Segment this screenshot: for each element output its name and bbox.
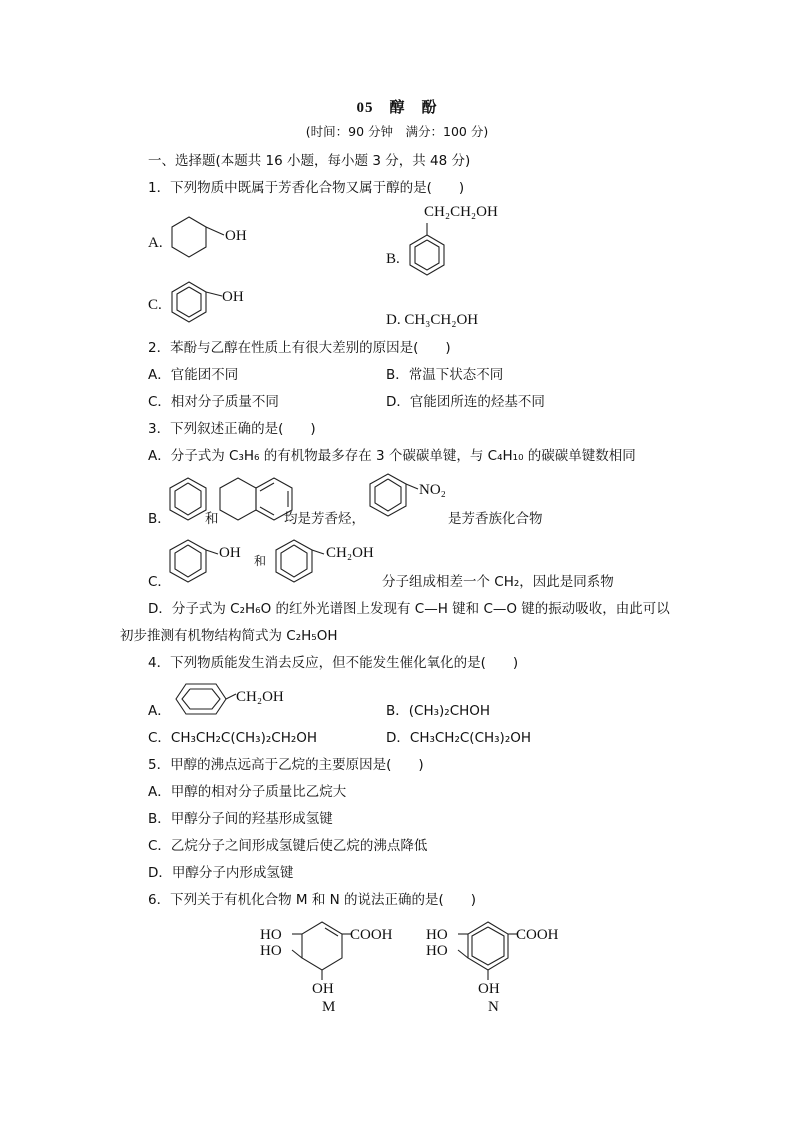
q1-option-d: D. CH₃CH₂OH <box>386 312 479 328</box>
q3-b-end: 是芳香族化合物 <box>448 511 543 527</box>
q6-n-ho2: HO <box>426 943 448 959</box>
q1-stem: 1．下列物质中既属于芳香化合物又属于醇的是( ) <box>148 180 465 196</box>
q1-b-group: CH₂CH₂OH <box>424 204 498 220</box>
q6-n-label: N <box>488 999 499 1015</box>
q3-c-end: 分子组成相差一个 CH₂，因此是同系物 <box>382 574 614 590</box>
q5-option-b: B．甲醇分子间的羟基形成氢键 <box>148 811 333 827</box>
q3-option-c-label: C． <box>148 574 171 590</box>
q1-a-group: OH <box>225 228 247 244</box>
q5-stem: 5．甲醇的沸点远高于乙烷的主要原因是( ) <box>148 757 424 773</box>
q4-option-c: C．CH₃CH₂C(CH₃)₂CH₂OH <box>148 730 318 746</box>
q2-option-c: C．相对分子质量不同 <box>148 394 279 410</box>
q3-option-d-line2: 初步推测有机物结构简式为 C₂H₅OH <box>120 628 338 644</box>
q2-option-d: D．官能团所连的烃基不同 <box>386 394 545 410</box>
page-subtitle: (时间：90 分钟 满分：100 分) <box>305 124 489 139</box>
q3-c-and: 和 <box>254 554 267 568</box>
q3-b-naphthalene-structure <box>220 476 292 526</box>
q6-n-oh: OH <box>478 981 500 997</box>
q4-stem: 4．下列物质能发生消去反应，但不能发生催化氧化的是( ) <box>148 655 519 671</box>
q2-option-b: B．常温下状态不同 <box>386 367 504 383</box>
q3-b-mid: 均是芳香烃， <box>284 511 365 527</box>
q6-m-ho1: HO <box>260 927 282 943</box>
q3-option-b-label: B． <box>148 511 171 527</box>
q6-m-oh: OH <box>312 981 334 997</box>
q3-c-group1: OH <box>219 545 241 561</box>
q1-c-group: OH <box>222 289 244 305</box>
q3-stem: 3．下列叙述正确的是( ) <box>148 421 316 437</box>
q4-a-group: CH₂OH <box>236 689 284 705</box>
q3-option-d-line1: D．分子式为 C₂H₆O 的红外光谱图上发现有 C—H 键和 C—O 键的振动吸收，由此可以 <box>148 601 670 617</box>
q3-b-nitro-group: NO₂ <box>419 482 446 498</box>
q5-option-a: A．甲醇的相对分子质量比乙烷大 <box>148 784 347 800</box>
q4-option-d: D．CH₃CH₂C(CH₃)₂OH <box>386 730 532 746</box>
q5-option-d: D．甲醇分子内形成氢键 <box>148 865 294 881</box>
q6-m-cooh: COOH <box>350 927 393 943</box>
page-title: 05 醇 酚 <box>356 100 438 116</box>
q1-a-cyclohexane-structure <box>172 215 262 267</box>
q4-option-a-label: A． <box>148 703 171 719</box>
q1-option-a-label: A. <box>148 235 163 251</box>
q6-n-ho1: HO <box>426 927 448 943</box>
q6-stem: 6．下列关于有机化合物 M 和 N 的说法正确的是( ) <box>148 892 477 908</box>
q1-option-b-label: B. <box>386 251 400 267</box>
q6-m-ho2: HO <box>260 943 282 959</box>
q3-b-and: 和 <box>205 511 219 527</box>
q2-stem: 2．苯酚与乙醇在性质上有很大差别的原因是( ) <box>148 340 451 356</box>
q2-option-a: A．官能团不同 <box>148 367 239 383</box>
q3-option-a: A．分子式为 C₃H₆ 的有机物最多存在 3 个碳碳单键，与 C₄H₁₀ 的碳碳单键数相同 <box>148 448 636 464</box>
section-heading: 一、选择题(本题共 16 小题，每小题 3 分，共 48 分) <box>148 153 471 169</box>
q4-option-b: B．(CH₃)₂CHOH <box>386 703 491 719</box>
q3-c-group2: CH₂OH <box>326 545 374 561</box>
q1-c-phenol-structure <box>172 280 262 332</box>
q6-n-cooh: COOH <box>516 927 559 943</box>
q5-option-c: C．乙烷分子之间形成氢键后使乙烷的沸点降低 <box>148 838 428 854</box>
q1-option-c-label: C. <box>148 297 162 313</box>
q6-m-label: M <box>322 999 336 1015</box>
